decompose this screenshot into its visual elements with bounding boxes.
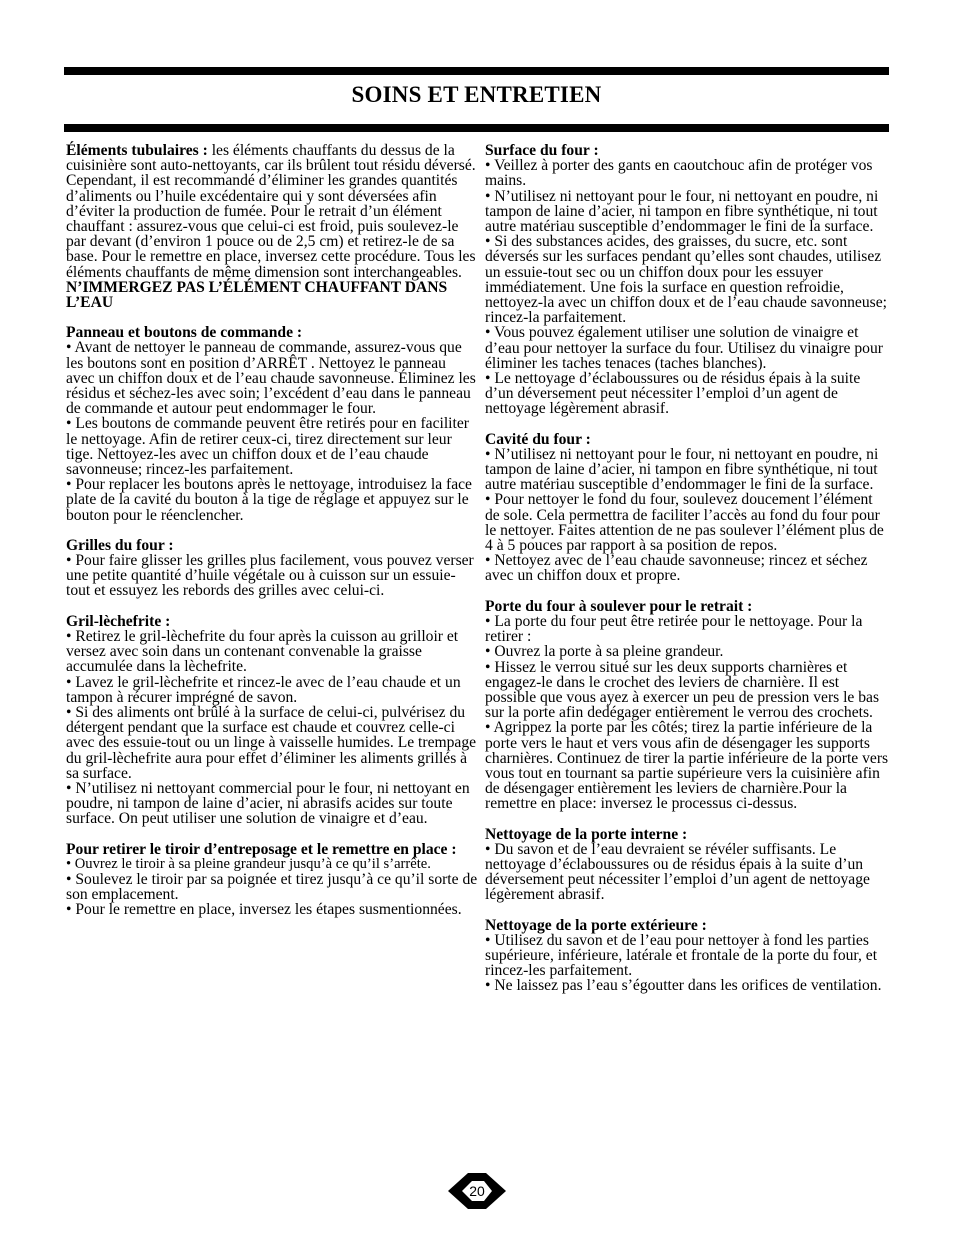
bullet-item: • Lavez le gril-lèchefrite et rincez-le avec de l’eau chaude et un tampon à récurer imprégné de savon. [66,673,461,706]
section-heading: Gril-lèchefrite : [66,612,171,630]
section-tiroir [66,842,478,918]
title-rule [64,124,889,132]
section-cavite [485,432,889,584]
section-surface [485,143,889,417]
section-heading: Porte du four à soulever pour le retrait : [485,597,753,615]
bullet-item: • Veillez à porter des gants en caoutchouc afin de protéger vos mains. [485,157,873,190]
body-text: les éléments chauffants du dessus de la cuisinière sont auto-nettoyants, car ils brûlent tout résidu déversé. Cependant, il est recommandé d’éliminer les grandes quantités d’aliments ou l’huile excédentaire qui y sont déversées afin d’éviter la production de fumée. Pour le retrait d’un élément chauffant : assurez-vous que celui-ci est froid, puis soulevez-le par devant (d’environ 1 pouce ou de 2,5 cm) et retirez-le de sa base. Pour le remettre en place, inversez cette procédure. Tous les éléments chauffants de même dimension sont interchangeables. [66,142,476,281]
section-heading: Éléments tubulaires : [66,142,208,159]
bullet-item: • Nettoyez avec de l’eau chaude savonneuse; rincez et séchez avec un chiffon doux et propre. [485,552,868,585]
section-heading: Nettoyage de la porte interne : [485,825,688,843]
bullet-item: • Agrippez la porte par les côtés; tirez la partie inférieure de la porte vers le haut et vers vous afin de désengager les supports charnières. Continuez de tirer la partie inférieure de la porte vers vous tout en tournant sa partie supérieure vers la cuisinière afin de désengager entièrement les leviers de charnière.Pour la remettre en place: inversez le processus ci-dessus. [485,719,889,813]
warning-text: N’IMMERGEZ PAS L’ÉLÉMENT CHAUFFANT DANS L’EAU [66,278,448,312]
right-column [485,143,889,1009]
bullet-item: • Si des aliments ont brûlé à la surface de celui-ci, pulvérisez du détergent pendant que la surface est chaude et couvrez celle-ci avec des essuie-tout ou un linge à vaisselle humides. Le trempage du gril-lèchefrite aura pour effet d’éliminer les aliments grillés à sa surface. [66,703,477,782]
page-number-badge [446,1169,508,1213]
section-tubulaires [66,143,478,310]
bullet-item: • Les boutons de commande peuvent être retirés pour en faciliter le nettoyage. Afin de retirer ceux-ci, tirez directement sur leur tige. Nettoyez-les avec un chiffon doux et de l’eau chaude savonneuse; rincez-les parfaitement. [66,415,469,479]
page-number: 20 [469,1183,485,1199]
bullet-item: • N’utilisez ni nettoyant pour le four, ni nettoyant en poudre, ni tampon de laine d’acier, ni tampon en fibre synthétique, ni tout autre matériau susceptible d’endommager le fini de la surface. [485,445,879,494]
bullet-item: • Si des substances acides, des graisses, du sucre, etc. sont déversés sur les surfaces pendant qu’elles sont chaudes, utilisez un essuie-tout sec ou un chiffon doux pour les essuyer immédiatement. Une fois la surface en question refroidie, nettoyez-la avec un chiffon doux et de l’eau chaude savonneuse; rincez-la parfaitement. [485,233,887,327]
section-heading: Cavité du four : [485,430,591,448]
section-panneau [66,325,478,523]
section-grilles [66,538,478,599]
bullet-item: • La porte du four peut être retirée pour le nettoyage. Pour la retirer : [485,612,863,646]
section-porte [485,599,889,812]
bullet-item: • Ouvrez le tiroir à sa pleine grandeur jusqu’à ce qu’il s’arrête. [66,855,431,872]
section-heading: Panneau et boutons de commande : [66,324,303,342]
section-porte-exterieure [485,918,889,994]
bullet-item: • N’utilisez ni nettoyant pour le four, ni nettoyant en poudre, ni tampon de laine d’acier, ni tampon en fibre synthétique, ni tout autre matériau susceptible d’endommager le fini de la surface. [485,187,879,236]
section-heading: Pour retirer le tiroir d’entreposage et le remettre en place : [66,840,457,858]
bullet-item: • Du savon et de l’eau devraient se révéler suffisants. Le nettoyage d’éclaboussures ou de résidus épais à la suite d’un déversement peut nécessiter l’emploi d’un agent de nettoyage légèrement abrasif. [485,840,870,904]
top-rule [64,67,889,75]
section-gril [66,614,478,827]
bullet-item: • Pour faire glisser les grilles plus facilement, vous pouvez verser une petite quantité d’huile végétale ou à cuisson sur un essuie-tout et essuyez les rebords des grilles avec celui-ci. [66,552,474,600]
bullet-item: • N’utilisez ni nettoyant commercial pour le four, ni nettoyant en poudre, ni tampon de laine d’acier, ni abrasifs acides sur toute surface. On peut utiliser une solution de vinaigre et d’eau. [66,779,470,828]
bullet-item: • Hissez le verrou situé sur les deux supports charnières et engagez-le dans le crochet des leviers de charnière. Il est possible que vous ayez à exercer un peu de pression vers le bas sur la porte afin dedégager entièrement le verrou des crochets. [485,658,880,722]
bullet-item: • Pour replacer les boutons après le nettoyage, introduisez la face plate de la cavité du bouton à la tige de réglage et appuyez sur le bouton pour le réenclencher. [66,476,472,524]
bullet-item: • Retirez le gril-lèchefrite du four après la cuisson au grilloir et versez avec soin dans un contenant convenable la graisse accumulée dans la lèchefrite. [66,627,459,676]
section-heading: Nettoyage de la porte extérieure : [485,916,707,934]
bullet-item: • Ouvrez la porte à sa pleine grandeur. [485,643,724,661]
bullet-item: • Utilisez du savon et de l’eau pour nettoyer à fond les parties supérieure, inférieure, latérale et frontale de la porte du four, et rincez-les parfaitement. [485,931,878,980]
bullet-item: • Pour nettoyer le fond du four, soulevez doucement l’élément de sole. Cela permettra de faciliter l’accès au fond du four pour le nettoyer. Faites attention de ne pas soulever l’élément plus de 4 à 5 pouces par rapport à sa position de repos. [485,491,884,555]
bullet-item: • Ne laissez pas l’eau s’égoutter dans les orifices de ventilation. [485,977,882,995]
bullet-item: • Avant de nettoyer le panneau de commande, assurez-vous que les boutons sont en position d’ARRÊT . Nettoyez le panneau avec un chiffon doux et de l’eau chaude savonneuse. Éliminez les résidus et séchez-les avec soin; l’excédent d’eau dans le panneau de commande et autour peut endommager le four. [66,339,476,418]
paragraph [66,143,478,310]
section-porte-interne [485,827,889,903]
section-heading: Surface du four : [485,142,599,159]
bullet-item: • Pour le remettre en place, inversez les étapes susmentionnées. [66,901,462,919]
section-heading: Grilles du four : [66,536,174,554]
page-title: SOINS ET ENTRETIEN [351,82,602,107]
left-column [66,143,478,933]
bullet-item: • Soulevez le tiroir par sa poignée et tirez jusqu’à ce qu’il sorte de son emplacement. [66,870,478,904]
bullet-item: • Vous pouvez également utiliser une solution de vinaigre et d’eau pour nettoyer la surface du four. Utilisez du vinaigre pour éliminer les taches tenaces (taches blanches). [485,324,883,372]
bullet-item: • Le nettoyage d’éclaboussures ou de résidus épais à la suite d’un déversement peut nécessiter l’emploi d’un agent de nettoyage légèrement abrasif. [485,370,861,418]
